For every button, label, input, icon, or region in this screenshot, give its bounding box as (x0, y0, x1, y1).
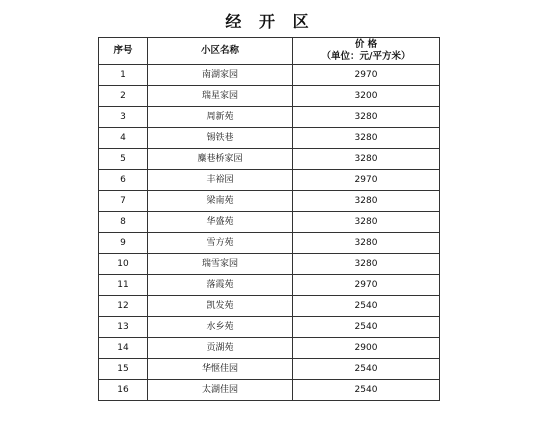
table-row (99, 107, 440, 128)
cell-no: 14 (99, 338, 148, 359)
cell-no: 15 (99, 359, 148, 380)
cell-no: 2 (99, 86, 148, 107)
cell-name: 雪方苑 (148, 233, 293, 254)
cell-name: 南湖家园 (148, 65, 293, 86)
table-row (99, 296, 440, 317)
cell-price: 2540 (293, 317, 440, 338)
table-row (99, 275, 440, 296)
table-row (99, 338, 440, 359)
table-row (99, 317, 440, 338)
cell-price: 3280 (293, 254, 440, 275)
header-no: 序号 (99, 38, 148, 65)
table-row (99, 65, 440, 86)
cell-name: 华盛苑 (148, 212, 293, 233)
cell-name: 华惬佳园 (148, 359, 293, 380)
cell-no: 8 (99, 212, 148, 233)
cell-no: 5 (99, 149, 148, 170)
cell-name: 梁南苑 (148, 191, 293, 212)
table-row (99, 233, 440, 254)
cell-name: 落霞苑 (148, 275, 293, 296)
cell-price: 2970 (293, 65, 440, 86)
table-row (99, 149, 440, 170)
cell-no: 12 (99, 296, 148, 317)
cell-no: 3 (99, 107, 148, 128)
cell-name: 丰裕园 (148, 170, 293, 191)
cell-price: 2900 (293, 338, 440, 359)
cell-no: 10 (99, 254, 148, 275)
cell-name: 水乡苑 (148, 317, 293, 338)
page-title: 经 开 区 (225, 12, 315, 31)
cell-price: 2970 (293, 170, 440, 191)
table-row (99, 380, 440, 401)
cell-price: 2540 (293, 359, 440, 380)
table-row (99, 254, 440, 275)
cell-price: 2540 (293, 296, 440, 317)
cell-no: 1 (99, 65, 148, 86)
table-row (99, 128, 440, 149)
cell-name: 锡铁巷 (148, 128, 293, 149)
cell-price: 3280 (293, 233, 440, 254)
cell-price: 2970 (293, 275, 440, 296)
cell-no: 7 (99, 191, 148, 212)
table-row (99, 212, 440, 233)
cell-name: 麋巷桥家园 (148, 149, 293, 170)
cell-name: 瑞星家园 (148, 86, 293, 107)
cell-price: 3280 (293, 128, 440, 149)
header-price-label: 价 格 (354, 39, 378, 50)
price-table (98, 37, 440, 401)
header-name: 小区名称 (148, 38, 293, 65)
cell-no: 9 (99, 233, 148, 254)
cell-no: 11 (99, 275, 148, 296)
cell-no: 16 (99, 380, 148, 401)
cell-price: 3200 (293, 86, 440, 107)
cell-name: 周新苑 (148, 107, 293, 128)
table-body (99, 65, 440, 401)
cell-no: 6 (99, 170, 148, 191)
table-row (99, 191, 440, 212)
cell-price: 3280 (293, 107, 440, 128)
cell-no: 4 (99, 128, 148, 149)
cell-name: 太湖佳园 (148, 380, 293, 401)
cell-name: 凯发苑 (148, 296, 293, 317)
table-header-row (99, 38, 440, 65)
cell-price: 3280 (293, 212, 440, 233)
cell-no: 13 (99, 317, 148, 338)
cell-price: 3280 (293, 149, 440, 170)
cell-name: 瑞雪家园 (148, 254, 293, 275)
cell-price: 3280 (293, 191, 440, 212)
cell-price: 2540 (293, 380, 440, 401)
table-row (99, 170, 440, 191)
table-row (99, 359, 440, 380)
table-row (99, 86, 440, 107)
header-price-unit: （单位：元/平方米） (321, 51, 411, 62)
header-price (293, 38, 440, 65)
cell-name: 贡湖苑 (148, 338, 293, 359)
